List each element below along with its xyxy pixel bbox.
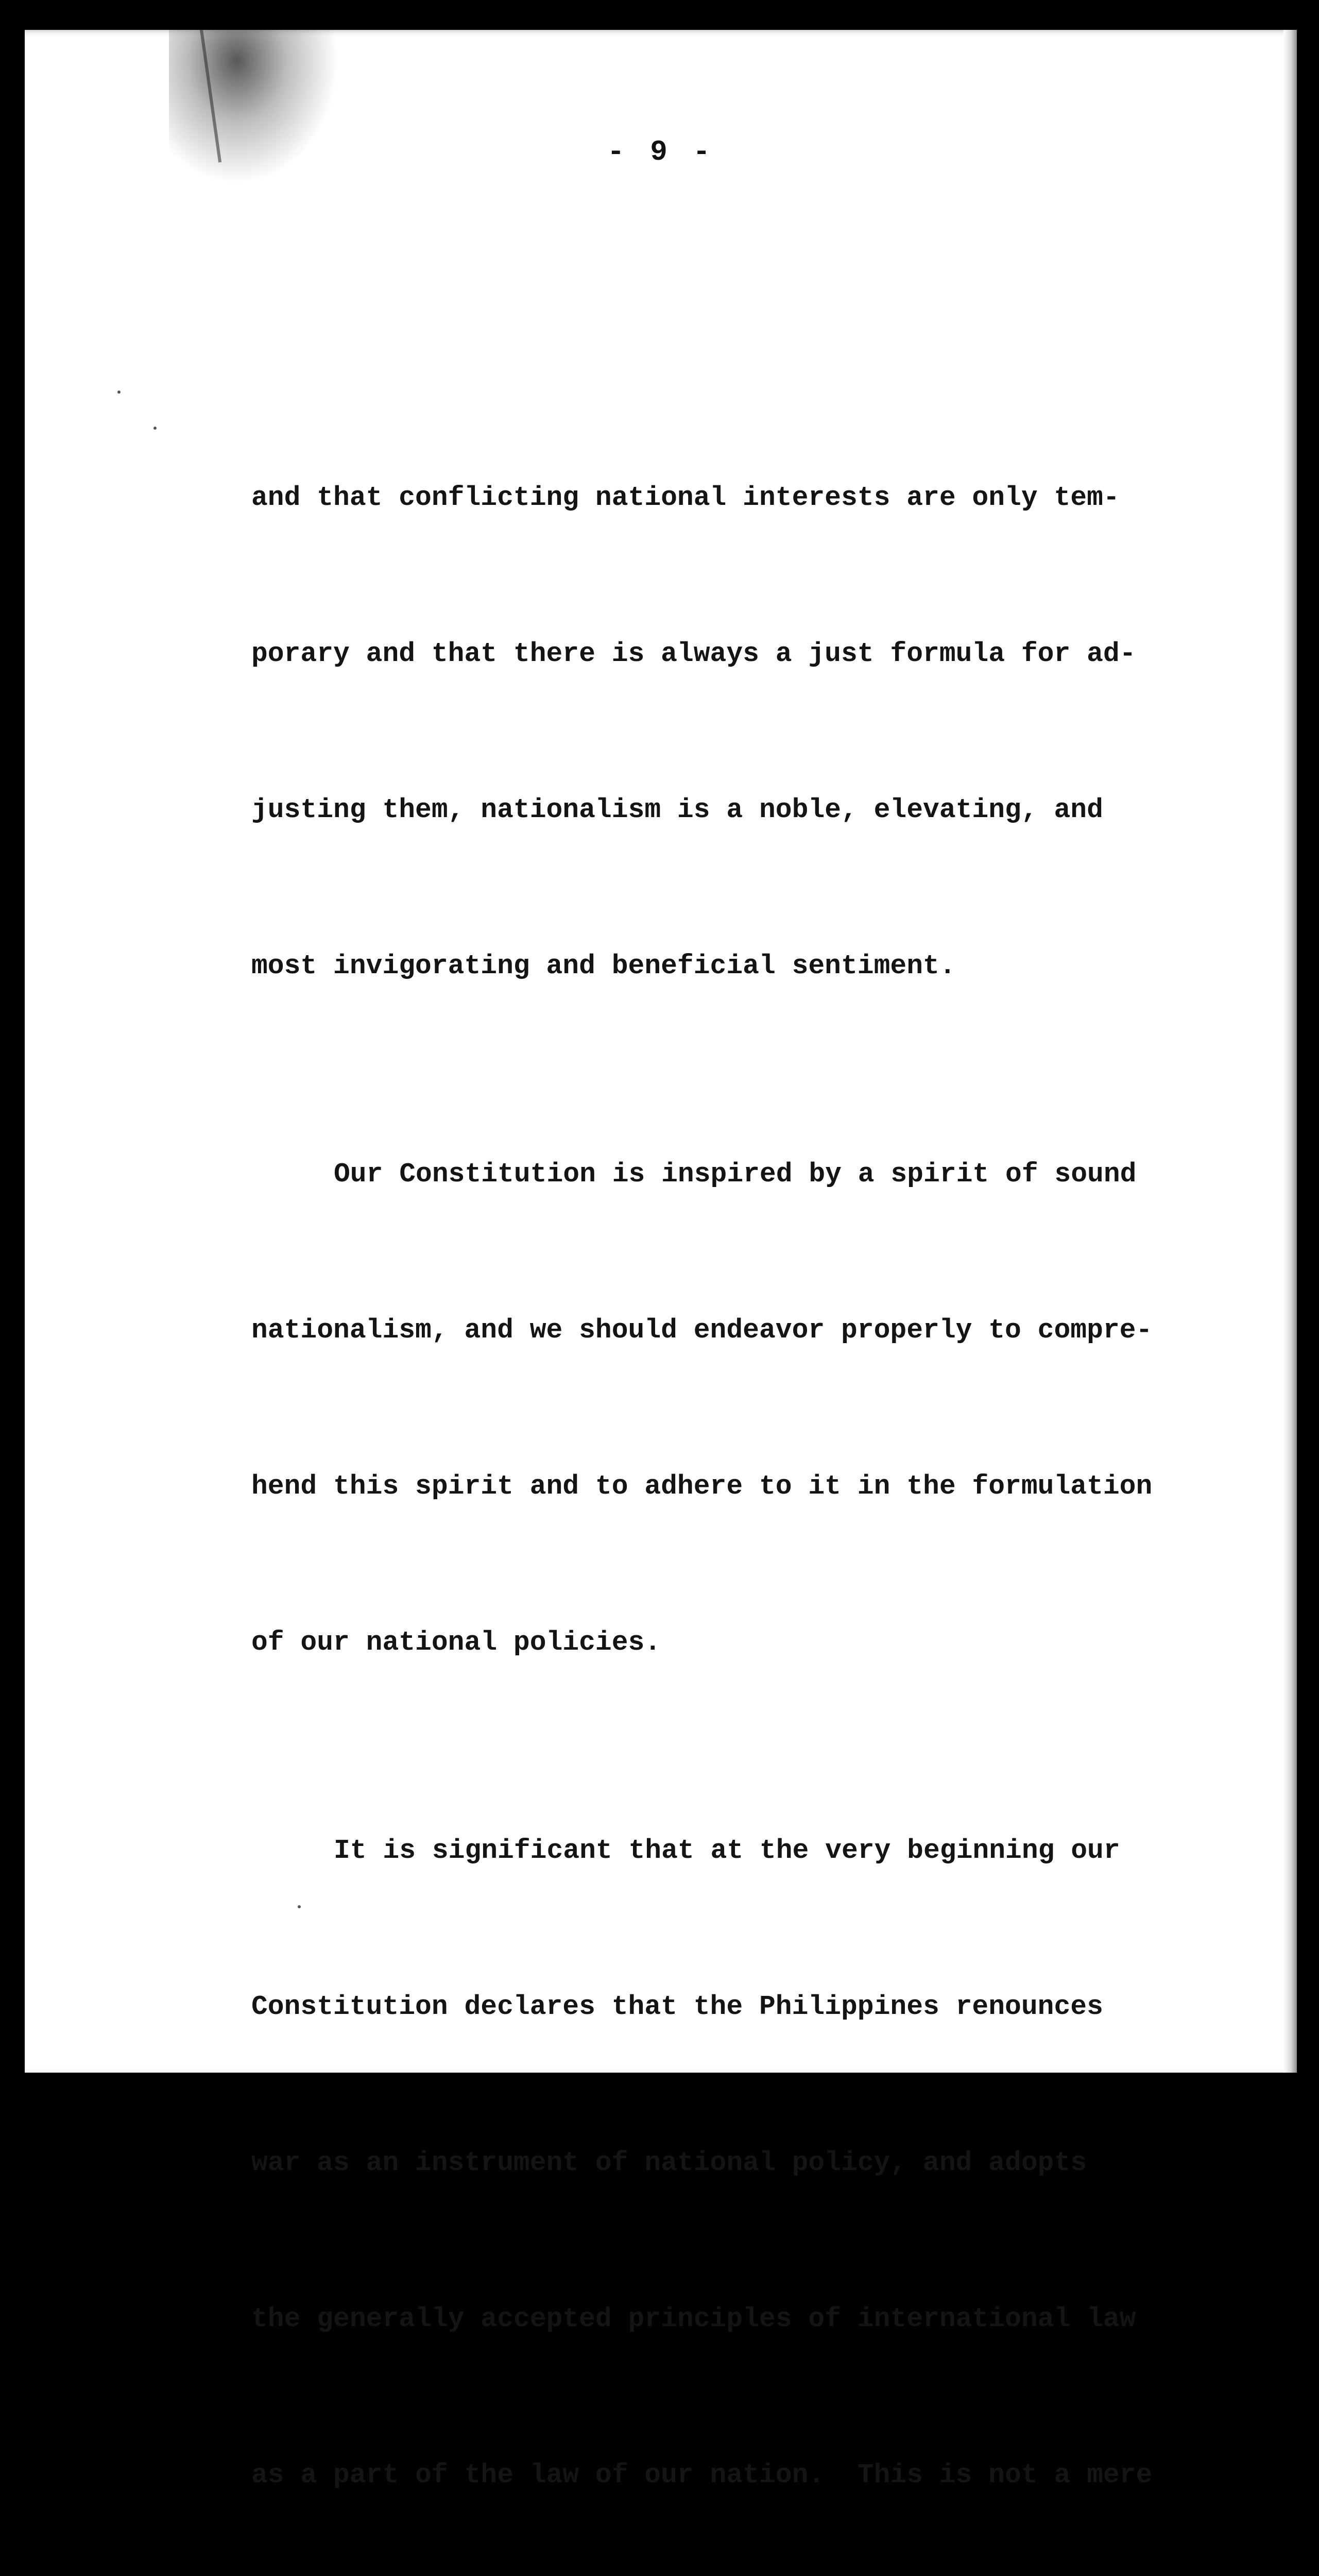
text-line: justing them, nationalism is a noble, elevating, and <box>251 794 1103 825</box>
text-line: as a part of the law of our nation. This is not a mere <box>251 2460 1153 2490</box>
paper-speck <box>298 1905 301 1908</box>
text-line: of our national policies. <box>251 1627 661 1658</box>
text-line: hend this spirit and to adhere to it in the formulation <box>251 1471 1153 1502</box>
text-line: and that conflicting national interests are only tem- <box>251 482 1120 513</box>
paper-speck <box>117 391 121 394</box>
text-line: It is significant that at the very beginning our <box>334 1835 1120 1866</box>
document-page <box>25 30 1297 2490</box>
text-line: war as an instrument of national policy, and adopts <box>251 2147 1087 2178</box>
text-line: nationalism, and we should endeavor properly to compre- <box>251 1315 1153 1346</box>
paper-speck <box>153 427 157 430</box>
text-line: Constitution declares that the Philippines renounces <box>251 1991 1103 2022</box>
text-line: the generally accepted principles of international law <box>251 2303 1136 2334</box>
page-edge-shadow <box>1283 30 1297 2073</box>
text-line: Our Constitution is inspired by a spirit of sound <box>334 1159 1137 1190</box>
body-text <box>251 316 1220 2576</box>
text-line: most invigorating and beneficial sentiment. <box>251 951 956 981</box>
page-number: - 9 - <box>607 135 715 168</box>
text-line: porary and that there is always a just formula for ad- <box>251 638 1136 669</box>
